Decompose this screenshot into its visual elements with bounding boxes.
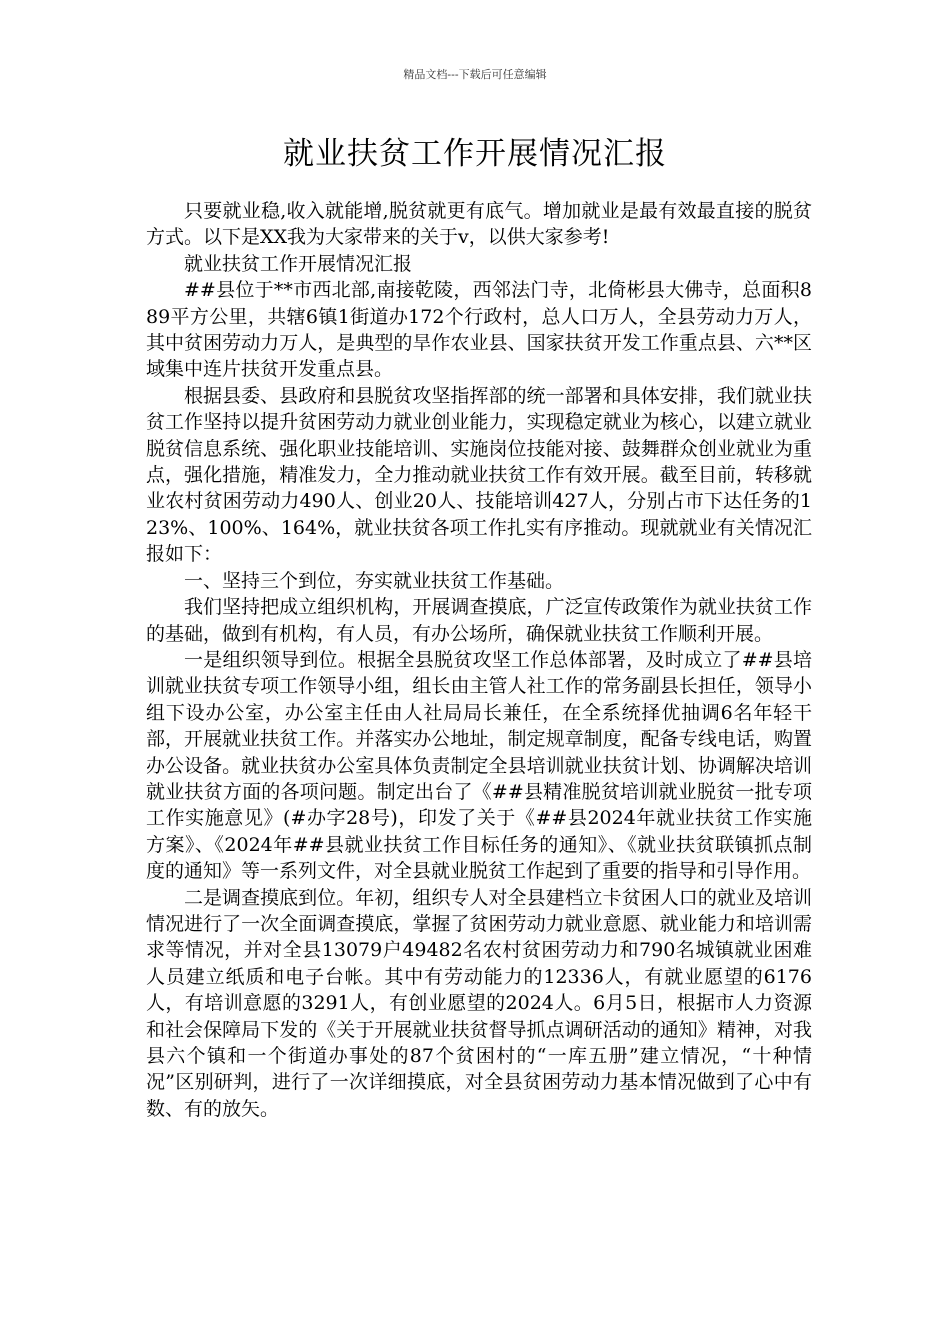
paragraph-intro: 只要就业稳,收入就能增,脱贫就更有底气。增加就业是最有效最直接的脱贫方式。以下是XX我为大家带来的关于v，以供大家参考! bbox=[146, 200, 812, 249]
paragraph-subtitle: 就业扶贫工作开展情况汇报 bbox=[184, 252, 413, 275]
paragraph-section-1-intro: 我们坚持把成立组织机构，开展调查摸底，广泛宣传政策作为就业扶贫工作的基础，做到有机构，有人员，有办公场所，确保就业扶贫工作顺利开展。 bbox=[146, 596, 812, 645]
paragraph-county-overview: ##县位于**市西北部,南接乾陵，西邻法门寺，北倚彬县大佛寺，总面积889平方公里，共辖6镇1街道办172个行政村，总人口万人，全县劳动力万人，其中贫困劳动力万人，是典型的旱作农业县、国家扶贫开发工作重点县、六**区域集中连片扶贫开发重点县。 bbox=[146, 279, 812, 381]
header-note: 精品文档---下载后可任意编辑 bbox=[403, 68, 547, 81]
paragraph-survey: 二是调查摸底到位。年初，组织专人对全县建档立卡贫困人口的就业及培训情况进行了一次全面调查摸底，掌握了贫困劳动力就业意愿、就业能力和培训需求等情况，并对全县13079户49482名农村贫困劳动力和790名城镇就业困难人员建立纸质和电子台帐。其中有劳动能力的12336人，有就业愿望的6176人，有培训意愿的3291人，有创业愿望的2024人。6月5日，根据市人力资源和社会保障局下发的《关于开展就业扶贫督导抓点调研活动的通知》精神，对我县六个镇和一个街道办事处的87个贫困村的“一库五册”建立情况，“十种情况”区别研判，进行了一次详细摸底，对全县贫困劳动力基本情况做到了心中有数、有的放矢。 bbox=[146, 886, 812, 1120]
paragraph-organization: 一是组织领导到位。根据全县脱贫攻坚工作总体部署，及时成立了##县培训就业扶贫专项工作领导小组，组长由主管人社工作的常务副县长担任，领导小组下设办公室，办公室主任由人社局局长兼任，在全系统择优抽调6名年轻干部，开展就业扶贫工作。并落实办公地址，制定规章制度，配备专线电话，购置办公设备。就业扶贫办公室具体负责制定全县培训就业扶贫计划、协调解决培训就业扶贫方面的各项问题。制定出台了《##县精准脱贫培训就业脱贫一批专项工作实施意见》(#办字28号)，印发了关于《##县2024年就业扶贫工作实施方案》、《2024年##县就业扶贫工作目标任务的通知》、《就业扶贫联镇抓点制度的通知》等一系列文件，对全县就业脱贫工作起到了重要的指导和引导作用。 bbox=[146, 648, 812, 883]
paragraph-work-summary: 根据县委、县政府和县脱贫攻坚指挥部的统一部署和具体安排，我们就业扶贫工作坚持以提升贫困劳动力就业创业能力，实现稳定就业为核心，以建立就业脱贫信息系统、强化职业技能培训、实施岗位技能对接、鼓舞群众创业就业为重点，强化措施，精准发力，全力推动就业扶贫工作有效开展。截至目前，转移就业农村贫困劳动力490人、创业20人、技能培训427人，分别占市下达任务的123%、100%、164%，就业扶贫各项工作扎实有序推动。现就就业有关情况汇报如下： bbox=[146, 384, 812, 566]
section-heading-1: 一、坚持三个到位，夯实就业扶贫工作基础。 bbox=[184, 569, 565, 592]
document-body bbox=[146, 198, 812, 1122]
document-title: 就业扶贫工作开展情况汇报 bbox=[283, 136, 667, 172]
